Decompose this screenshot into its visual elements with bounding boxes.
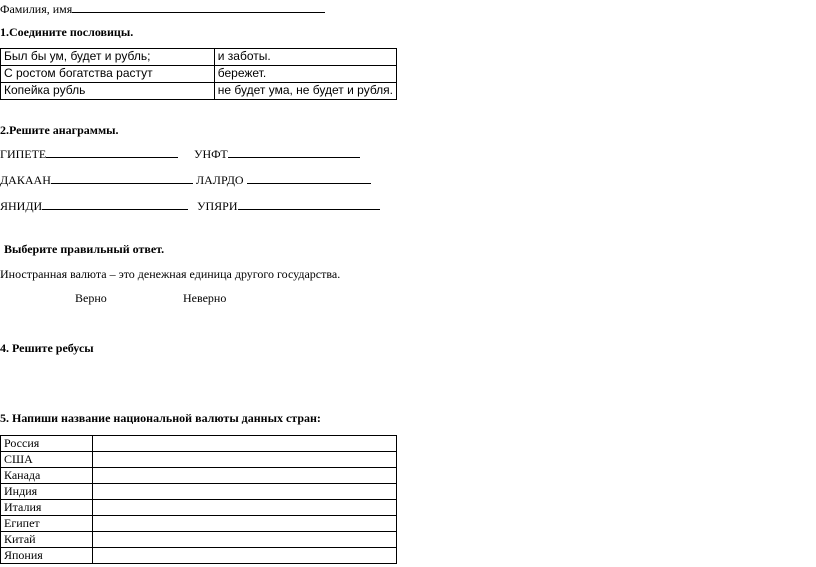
anagram-item[interactable]: [0, 198, 188, 213]
currency-answer-cell[interactable]: [93, 548, 397, 564]
country-name: Япония: [1, 548, 93, 564]
table-row: [1, 516, 397, 532]
anagram-item[interactable]: [194, 146, 360, 161]
currency-answer-cell[interactable]: [93, 516, 397, 532]
answer-line[interactable]: [46, 146, 178, 158]
table-row: [1, 484, 397, 500]
answer-line[interactable]: [238, 198, 380, 210]
answer-option-true[interactable]: Верно: [75, 291, 107, 305]
proverb-start: С ростом богатства растут: [1, 66, 215, 83]
country-name: Египет: [1, 516, 93, 532]
proverb-end: и заботы.: [214, 49, 396, 66]
table-row: [1, 49, 397, 66]
answer-line[interactable]: [247, 172, 371, 184]
country-name: Россия: [1, 436, 93, 452]
table-row: [1, 468, 397, 484]
table-row: [1, 532, 397, 548]
country-name: США: [1, 452, 93, 468]
country-name: Италия: [1, 500, 93, 516]
task2-title: 2.Решите анаграммы.: [0, 123, 119, 137]
proverbs-table: [0, 48, 397, 100]
task1-title: 1.Соедините пословицы.: [0, 25, 134, 39]
name-line[interactable]: [0, 1, 325, 16]
anagram-word: УПЯРИ: [197, 199, 238, 213]
table-row: [1, 548, 397, 564]
name-label: Фамилия, имя: [0, 2, 73, 16]
currency-answer-cell[interactable]: [93, 436, 397, 452]
currency-answer-cell[interactable]: [93, 484, 397, 500]
currency-answer-cell[interactable]: [93, 500, 397, 516]
currency-answer-cell[interactable]: [93, 452, 397, 468]
table-row: [1, 452, 397, 468]
table-row: [1, 83, 397, 100]
anagram-item[interactable]: [197, 198, 380, 213]
proverb-start: Был бы ум, будет и рубль;: [1, 49, 215, 66]
country-name: Канада: [1, 468, 93, 484]
answer-option-false[interactable]: Неверно: [183, 291, 227, 305]
anagram-item[interactable]: [0, 172, 193, 187]
table-row: [1, 66, 397, 83]
table-row: [1, 500, 397, 516]
anagram-word: ЛАЛРДО: [196, 173, 244, 187]
country-name: Индия: [1, 484, 93, 500]
currency-answer-cell[interactable]: [93, 468, 397, 484]
task3-title: Выберите правильный ответ.: [4, 242, 165, 256]
answer-line[interactable]: [42, 198, 188, 210]
currency-table: [0, 435, 397, 564]
answer-line[interactable]: [51, 172, 193, 184]
country-name: Китай: [1, 532, 93, 548]
task5-title: 5. Напиши название национальной валюты данных стран:: [0, 411, 321, 425]
proverb-start: Копейка рубль: [1, 83, 215, 100]
table-row: [1, 436, 397, 452]
task4-title: 4. Решите ребусы: [0, 341, 94, 355]
name-underline[interactable]: [72, 1, 325, 13]
anagram-item[interactable]: [0, 146, 178, 161]
task3-statement: Иностранная валюта – это денежная единица другого государства.: [0, 267, 341, 281]
answer-line[interactable]: [228, 146, 360, 158]
anagram-word: ЯНИДИ: [0, 199, 43, 213]
proverb-end: бережет.: [214, 66, 396, 83]
currency-answer-cell[interactable]: [93, 532, 397, 548]
anagram-item[interactable]: [196, 172, 371, 187]
anagram-word: ГИПЕТЕ: [0, 147, 47, 161]
anagram-word: ДАКААН: [0, 173, 51, 187]
anagram-word: УНФТ: [194, 147, 228, 161]
proverb-end: не будет ума, не будет и рубля.: [214, 83, 396, 100]
